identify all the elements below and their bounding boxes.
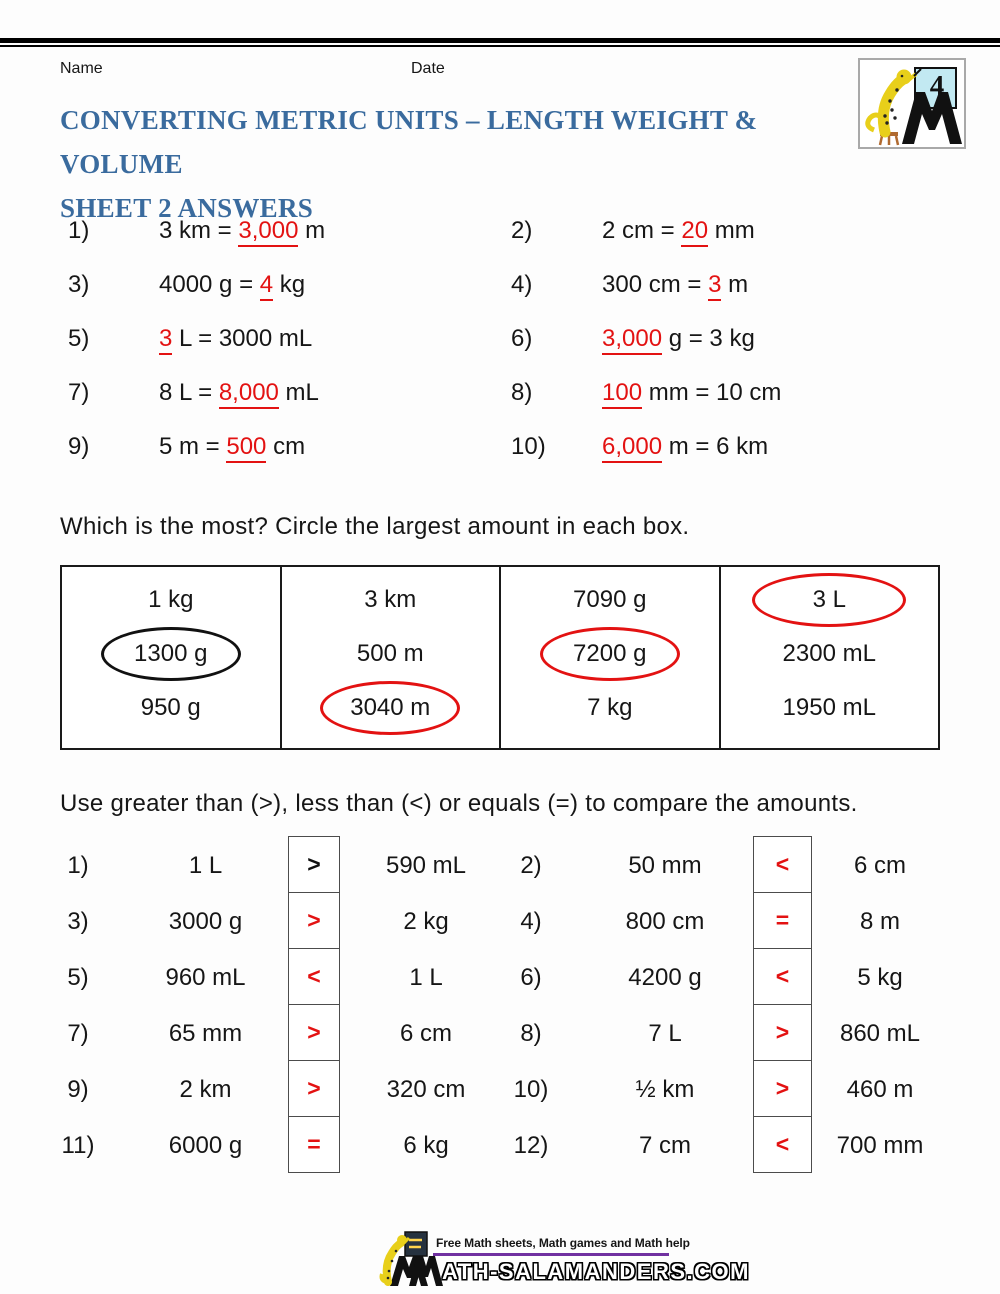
answer-value: 8,000 <box>219 379 279 409</box>
comparison-answer-box: < <box>288 948 340 1005</box>
amount-item <box>62 627 280 681</box>
grade-number: 4 <box>929 70 945 102</box>
question-number: 8) <box>511 379 533 406</box>
amount-label: 7090 g <box>573 586 647 613</box>
amount-right: 700 mm <box>836 1132 924 1159</box>
question-number: 2) <box>511 217 533 244</box>
compare-instruction: Use greater than (>), less than (<) or equals (=) to compare the amounts. <box>60 790 858 817</box>
equation <box>602 325 755 353</box>
comparison-answer-box: > <box>288 1060 340 1117</box>
question-number: 1) <box>67 852 89 879</box>
comparison-answer-box: < <box>753 836 812 893</box>
amount-right: 860 mL <box>839 1020 921 1047</box>
equation-pre: 2 cm = <box>602 217 682 244</box>
amount-item <box>501 681 719 735</box>
amount-label: 500 m <box>356 640 424 667</box>
equation-post: m = 6 km <box>662 433 769 460</box>
comparison-answer-box: < <box>753 948 812 1005</box>
answer-value: 3,000 <box>238 217 298 247</box>
amount-label: 1 kg <box>148 586 194 613</box>
amount-box-3 <box>501 567 721 748</box>
question-number: 2) <box>520 852 542 879</box>
amount-left: 1 L <box>188 852 223 879</box>
answer-value: 4 <box>260 271 273 301</box>
circle-annotation <box>752 573 906 627</box>
amount-item <box>721 627 939 681</box>
equation <box>602 379 781 407</box>
top-divider-thin <box>0 45 1000 47</box>
amount-label: 1950 mL <box>782 694 876 721</box>
question-number: 10) <box>513 1076 549 1103</box>
amount-left: 2 km <box>179 1076 232 1103</box>
most-instruction: Which is the most? Circle the largest amount in each box. <box>60 513 690 540</box>
date-label: Date <box>411 60 445 77</box>
amount-left: 4200 g <box>628 964 702 991</box>
amount-label: 2300 mL <box>782 640 876 667</box>
amount-item <box>282 681 500 735</box>
top-divider-thick <box>0 38 1000 43</box>
question-number: 4) <box>520 908 542 935</box>
amount-right: 6 kg <box>403 1132 449 1159</box>
question-number: 6) <box>511 325 533 352</box>
question-number: 4) <box>511 271 533 298</box>
answer-value: 3 <box>159 325 172 355</box>
equation-post: m <box>298 217 326 244</box>
equation-pre: 300 cm = <box>602 271 709 298</box>
amount-right: 460 m <box>846 1076 914 1103</box>
equation <box>159 433 305 461</box>
amount-right: 590 mL <box>385 852 467 879</box>
question-number: 9) <box>67 1076 89 1103</box>
amount-label: 7200 g <box>573 640 647 667</box>
amount-item <box>62 573 280 627</box>
comparison-answer-box: = <box>753 892 812 949</box>
amount-item <box>62 681 280 735</box>
equation-post: L = 3000 mL <box>172 325 313 352</box>
question-number: 3) <box>67 908 89 935</box>
equation <box>159 379 319 407</box>
equation-post: mm = 10 cm <box>642 379 782 406</box>
question-number: 5) <box>68 325 90 352</box>
amount-right: 1 L <box>409 964 443 991</box>
amount-left: 960 mL <box>165 964 246 991</box>
amount-left: 3000 g <box>168 908 243 935</box>
question-number: 6) <box>520 964 542 991</box>
equation <box>602 433 768 461</box>
equation-post: m <box>721 271 749 298</box>
amount-left: 800 cm <box>625 908 705 935</box>
page-title-line2: SHEET 2 ANSWERS <box>60 193 314 223</box>
name-label: Name <box>60 60 103 77</box>
equation-post: mm <box>708 217 755 244</box>
question-number: 1) <box>68 217 90 244</box>
amount-item <box>282 573 500 627</box>
amount-label: 3040 m <box>350 694 431 721</box>
comparison-answer-box: > <box>753 1004 812 1061</box>
circle-annotation <box>320 681 460 735</box>
amount-left: 50 mm <box>628 852 702 879</box>
equation-post: cm <box>266 433 306 460</box>
question-number: 5) <box>67 964 89 991</box>
question-number: 9) <box>68 433 90 460</box>
equation <box>602 271 748 299</box>
compare-q8 <box>0 1020 1000 1048</box>
amount-left: 6000 g <box>168 1132 243 1159</box>
compare-q4 <box>0 908 1000 936</box>
equation-post: mL <box>278 379 319 406</box>
amount-item <box>721 573 939 627</box>
circle-annotation <box>540 627 680 681</box>
equation-pre: 3 km = <box>159 217 239 244</box>
page-title-line1: CONVERTING METRIC UNITS – LENGTH WEIGHT & VOLUME <box>60 105 758 179</box>
comparison-answer-box: < <box>753 1116 812 1173</box>
amount-label: 3 L <box>812 586 846 613</box>
amount-left: 7 L <box>648 1020 682 1047</box>
circle-annotation <box>101 627 241 681</box>
answer-value: 3 <box>708 271 721 301</box>
equation <box>159 217 325 245</box>
amount-left: 7 cm <box>638 1132 691 1159</box>
amount-label: 1300 g <box>134 640 208 667</box>
question-number: 7) <box>67 1020 89 1047</box>
answer-value: 3,000 <box>602 325 662 355</box>
amount-label: 3 km <box>364 586 417 613</box>
question-number: 12) <box>513 1132 549 1159</box>
question-number: 10) <box>511 433 546 460</box>
amount-item <box>282 627 500 681</box>
amount-right: 2 kg <box>403 908 449 935</box>
page-title <box>60 98 880 230</box>
amount-right: 5 kg <box>857 964 903 991</box>
equation-pre: 8 L = <box>159 379 219 406</box>
equation <box>159 325 312 353</box>
footer-site-text: ATH-SALAMANDERS.COM <box>442 1259 750 1284</box>
question-number: 7) <box>68 379 90 406</box>
answer-value: 100 <box>602 379 642 409</box>
footer-site-logo <box>408 1254 750 1287</box>
amount-box-1 <box>62 567 282 748</box>
amount-right: 6 cm <box>399 1020 452 1047</box>
answer-value: 20 <box>681 217 708 247</box>
question-number: 8) <box>520 1020 542 1047</box>
amount-right: 6 cm <box>853 852 906 879</box>
amount-box-4 <box>721 567 939 748</box>
amount-item <box>501 627 719 681</box>
compare-q2 <box>0 852 1000 880</box>
compare-q10 <box>0 1076 1000 1104</box>
amount-box-2 <box>282 567 502 748</box>
comparison-answer-box: > <box>288 836 340 893</box>
question-number: 3) <box>68 271 90 298</box>
comparison-answer-box: > <box>288 892 340 949</box>
amount-label: 7 kg <box>587 694 633 721</box>
amount-right: 320 cm <box>386 1076 466 1103</box>
largest-amount-table <box>60 565 940 750</box>
equation-post: g = 3 kg <box>662 325 755 352</box>
amount-item <box>721 681 939 735</box>
compare-q6 <box>0 964 1000 992</box>
answer-value: 6,000 <box>602 433 662 463</box>
m-logo-icon <box>408 1254 444 1287</box>
amount-label: 950 g <box>140 694 201 721</box>
amount-item <box>501 573 719 627</box>
amount-right: 8 m <box>859 908 900 935</box>
question-number: 11) <box>61 1132 95 1159</box>
comparison-answer-box: > <box>753 1060 812 1117</box>
equation <box>602 217 755 245</box>
equation-pre: 5 m = <box>159 433 227 460</box>
amount-left: 65 mm <box>168 1020 243 1047</box>
footer-tagline: Free Math sheets, Math games and Math help <box>436 1236 690 1250</box>
equation-post: kg <box>273 271 306 298</box>
amount-left: ½ km <box>635 1076 695 1103</box>
answer-value: 500 <box>226 433 266 463</box>
compare-q12 <box>0 1132 1000 1160</box>
equation <box>159 271 305 299</box>
equation-pre: 4000 g = <box>159 271 260 298</box>
comparison-answer-box: = <box>288 1116 340 1173</box>
comparison-answer-box: > <box>288 1004 340 1061</box>
